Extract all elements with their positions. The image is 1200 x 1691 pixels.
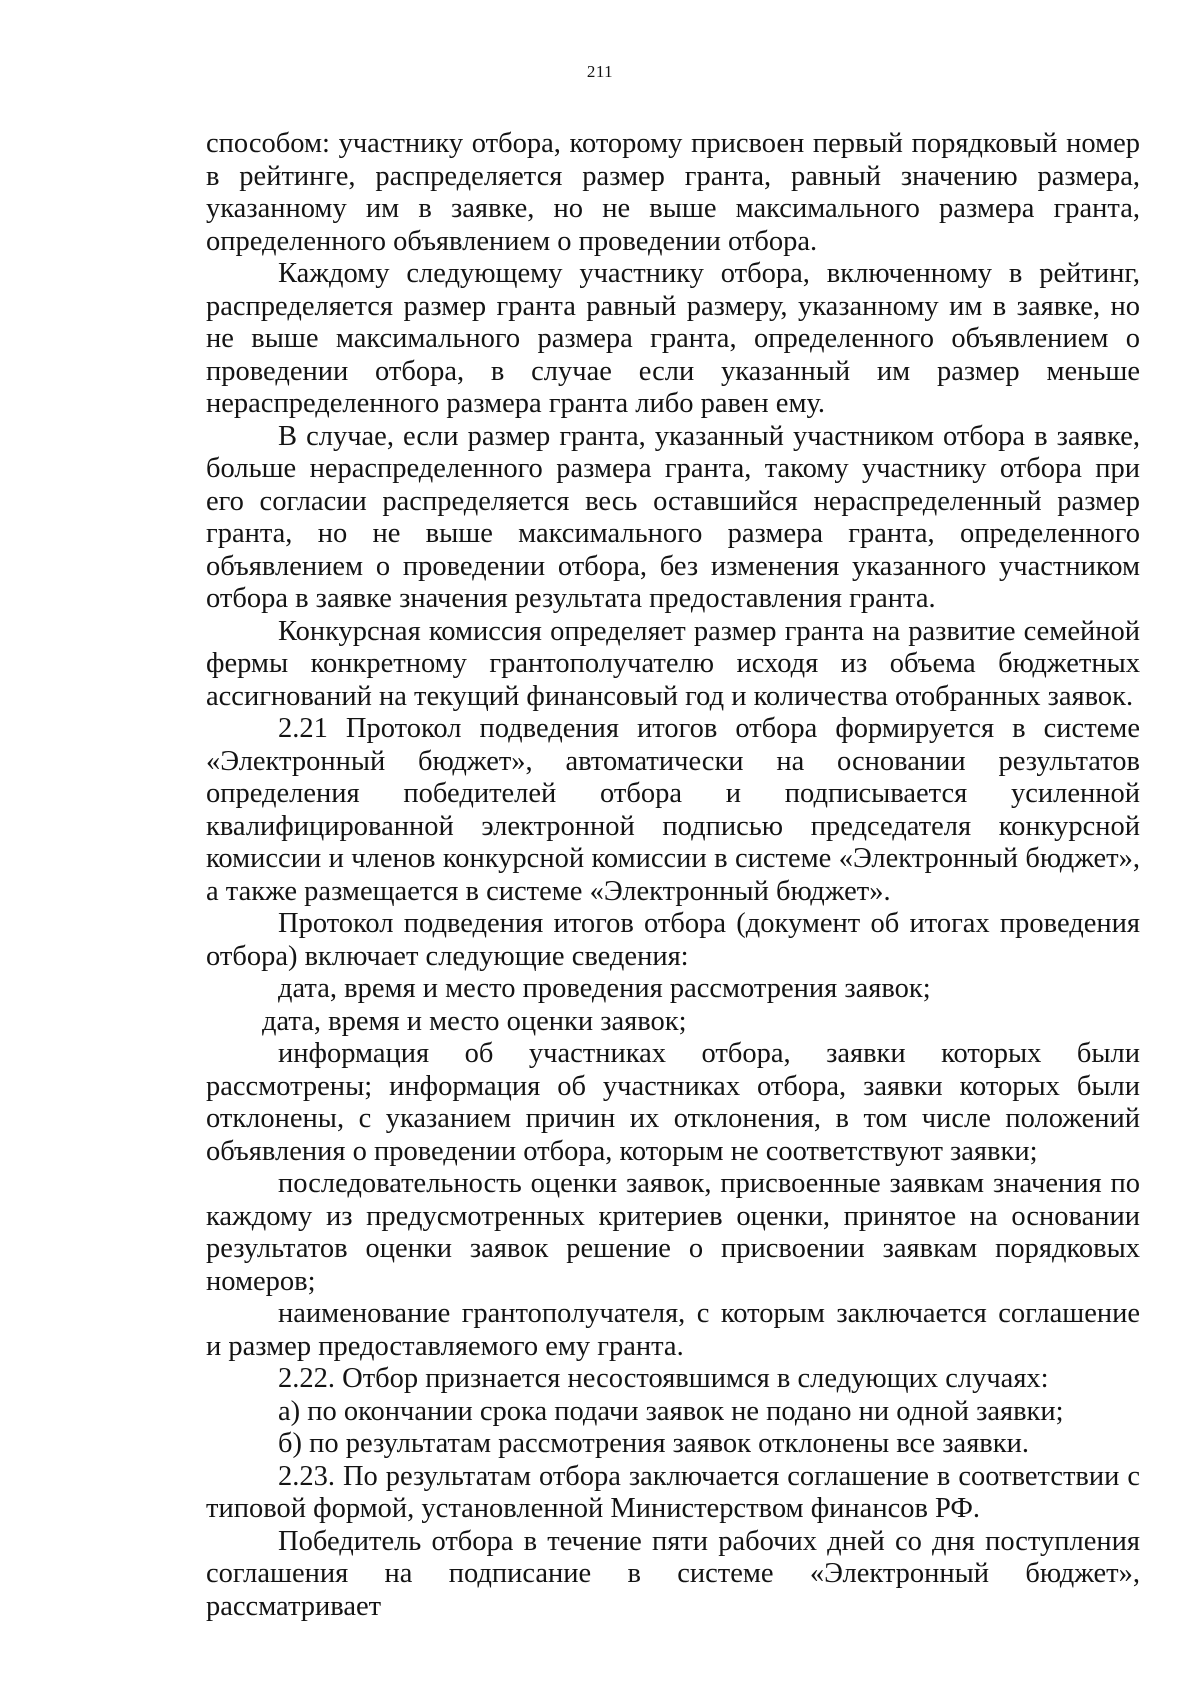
paragraph: В случае, если размер гранта, указанный участником отбора в заявке, больше нераспределенного размера гранта, такому участнику отбора при его согласии распределяется весь оставшийся нераспределенный размер гранта, но не выше максимального размера гранта, определенного объявлением о проведении отбора, без изменения указанного участником отбора в заявке значения результата предоставления гранта. — [206, 420, 1140, 614]
document-body — [206, 128, 1140, 1623]
paragraph: Протокол подведения итогов отбора (документ об итогах проведения отбора) включает следующие сведения: — [206, 908, 1140, 972]
list-item: а) по окончании срока подачи заявок не подано ни одной заявки; — [278, 1395, 1064, 1427]
paragraph-continuation: способом: участнику отбора, которому присвоен первый порядковый номер в рейтинге, распределяется размер гранта, равный значению размера, указанному им в заявке, но не выше максимального размера гранта, определенного объявлением о проведении отбора. — [206, 128, 1140, 257]
list-item: б) по результатам рассмотрения заявок отклонены все заявки. — [278, 1428, 1029, 1459]
paragraph: Каждому следующему участнику отбора, включенному в рейтинг, распределяется размер гранта равный размеру, указанному им в заявке, но не выше максимального размера гранта, определенного объявлением о проведении отбора, в случае если указанный им размер меньше нераспределенного размера гранта либо равен ему. — [206, 258, 1140, 419]
paragraph: Победитель отбора в течение пяти рабочих дней со дня поступления соглашения на подписание в системе «Электронный бюджет», рассматривает — [206, 1525, 1140, 1622]
list-item: наименование грантополучателя, с которым заключается соглашение и размер предоставляемого ему гранта. — [206, 1298, 1140, 1362]
list-item: дата, время и место оценки заявок; — [262, 1005, 687, 1037]
list-item: последовательность оценки заявок, присвоенные заявкам значения по каждому из предусмотренных критериев оценки, принятое на основании результатов оценки заявок решение о присвоении заявкам порядковых номеров; — [206, 1168, 1140, 1297]
paragraph-clause-2-22: 2.22. Отбор признается несостоявшимся в следующих случаях: — [278, 1363, 1049, 1394]
list-item: информация об участниках отбора, заявки которых были рассмотрены; информация об участниках отбора, заявки которых были отклонены, с указанием причин их отклонения, в том числе положений объявления о проведении отбора, которым не соответствуют заявки; — [206, 1038, 1140, 1167]
paragraph-clause-2-23: 2.23. По результатам отбора заключается соглашение в соответствии с типовой формой, установленной Министерством финансов РФ. — [206, 1460, 1140, 1524]
paragraph-clause-2-21: 2.21 Протокол подведения итогов отбора формируется в системе «Электронный бюджет», автоматически на основании результатов определения победителей отбора и подписывается усиленной квалифицированной электронной подписью председателя конкурсной комиссии и членов конкурсной комиссии в системе «Электронный бюджет», а также размещается в системе «Электронный бюджет». — [206, 713, 1140, 907]
paragraph: Конкурсная комиссия определяет размер гранта на развитие семейной фермы конкретному грантополучателю исходя из объема бюджетных ассигнований на текущий финансовый год и количества отобранных заявок. — [206, 615, 1140, 712]
list-item: дата, время и место проведения рассмотрения заявок; — [278, 973, 931, 1004]
page-number: 211 — [586, 62, 614, 81]
